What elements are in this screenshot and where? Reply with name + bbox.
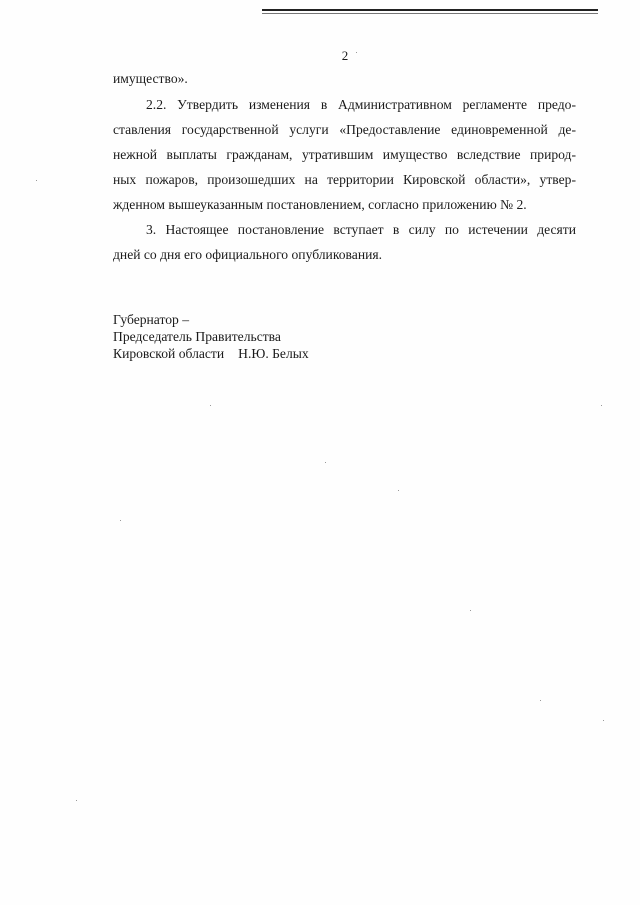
header-rule bbox=[262, 9, 598, 11]
scan-speck bbox=[398, 490, 399, 491]
scan-speck bbox=[540, 700, 541, 701]
clause-2-2-line-3: нежной выплаты гражданам, утратившим имущество вследствие природ- bbox=[113, 147, 576, 162]
signature-position: Председатель Правительства bbox=[113, 329, 281, 344]
clause-2-2-line-5: жденном вышеуказанным постановлением, согласно приложению № 2. bbox=[113, 197, 527, 212]
scan-speck bbox=[325, 462, 326, 463]
signature-region-line bbox=[113, 346, 309, 362]
scan-speck bbox=[601, 405, 602, 406]
page-number: 2 bbox=[341, 48, 349, 63]
scan-speck bbox=[120, 520, 121, 521]
scan-speck bbox=[356, 52, 357, 53]
clause-3-line-1: 3. Настоящее постановление вступает в силу по истечении десяти bbox=[146, 222, 576, 237]
clause-3-line-2: дней со дня его официального опубликования. bbox=[113, 247, 383, 262]
signature-name: Н.Ю. Белых bbox=[238, 346, 309, 361]
signature-region: Кировской области bbox=[113, 346, 225, 361]
scan-speck bbox=[36, 180, 37, 181]
signature-title: Губернатор – bbox=[113, 312, 190, 327]
scan-speck bbox=[470, 610, 471, 611]
scan-speck bbox=[603, 720, 604, 721]
scan-speck bbox=[210, 405, 211, 406]
scan-speck bbox=[76, 800, 77, 801]
clause-2-2-line-2: ставления государственной услуги «Предоставление единовременной де- bbox=[113, 122, 576, 137]
clause-2-2-line-1: 2.2. Утвердить изменения в Административном регламенте предо- bbox=[146, 97, 576, 112]
header-rule-thin bbox=[262, 13, 598, 14]
clause-2-2-line-4: ных пожаров, произошедших на территории Кировской области», утвер- bbox=[113, 172, 576, 187]
continuation-line: имущество». bbox=[113, 71, 188, 86]
